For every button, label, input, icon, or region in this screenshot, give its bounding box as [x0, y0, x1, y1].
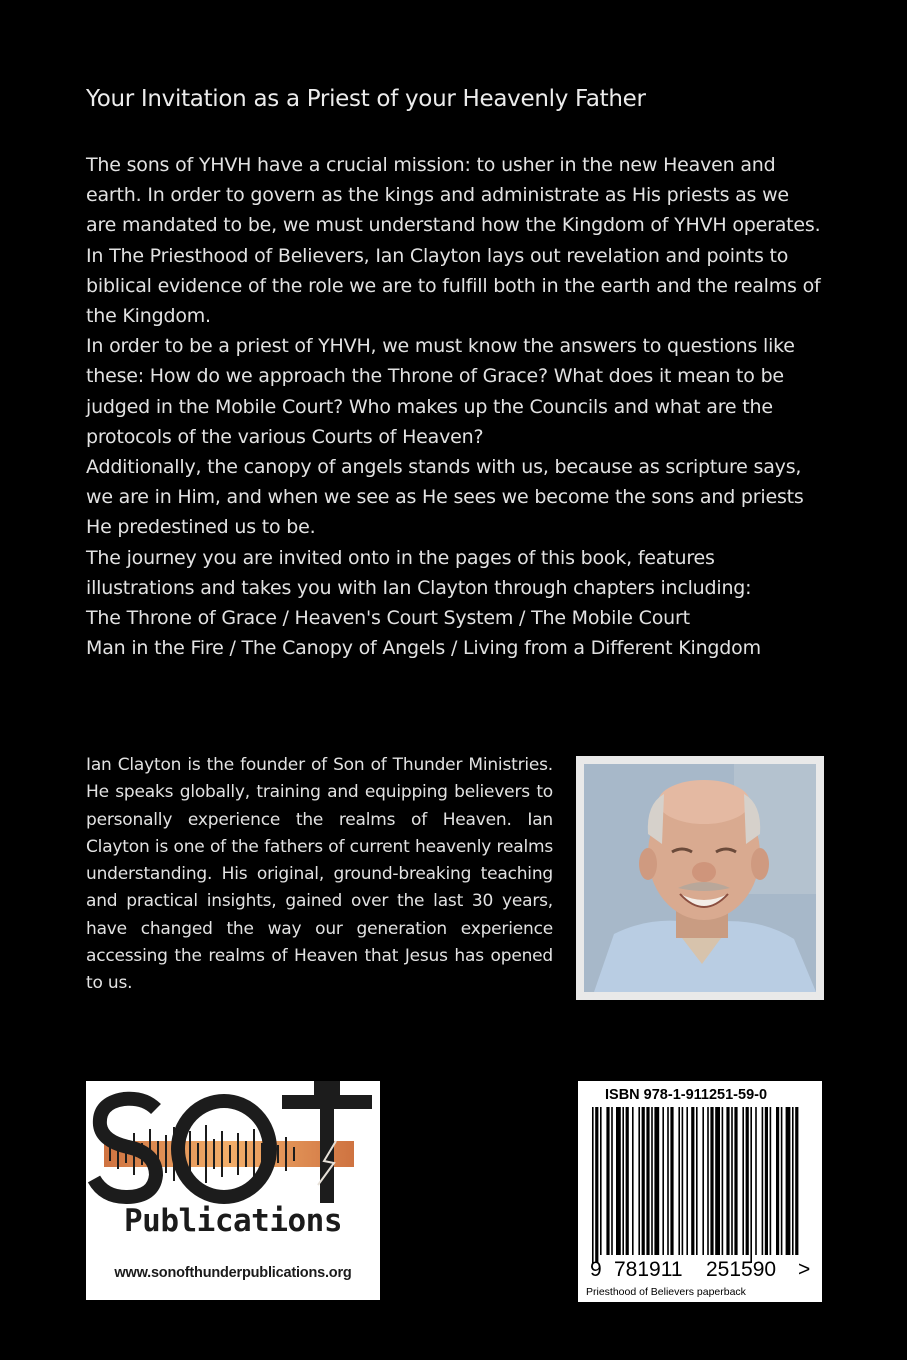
- barcode-digits-right: 251590: [706, 1258, 777, 1281]
- back-cover-heading: Your Invitation as a Priest of your Heavenly Father: [86, 86, 646, 112]
- barcode-bar: [622, 1107, 624, 1255]
- barcode-caption: Priesthood of Believers paperback: [586, 1286, 746, 1298]
- barcode-bar: [611, 1107, 613, 1255]
- isbn-barcode: [578, 1081, 822, 1302]
- sot-logo-icon: [86, 1081, 380, 1211]
- chapter-list-line: The Throne of Grace / Heaven's Court System / The Mobile Court: [86, 607, 690, 630]
- barcode-bar: [638, 1107, 640, 1255]
- barcode-bar: [600, 1107, 602, 1255]
- barcode-bar: [770, 1107, 772, 1255]
- barcode-bar: [715, 1107, 720, 1255]
- description-paragraph: In order to be a priest of YHVH, we must know the answers to questions like these: How do we approach the Throne of Grace? What does it mean to be judged in the Mobile Court? Who makes up the Councils and what are the protocols of the various Courts of Heaven?: [86, 335, 795, 448]
- author-portrait-icon: [584, 764, 816, 992]
- barcode-bar: [626, 1107, 629, 1255]
- barcode-bar: [654, 1107, 659, 1255]
- barcode-bar: [750, 1107, 752, 1263]
- author-bio: Ian Clayton is the founder of Son of Thunder Ministries. He speaks globally, training and equipping believers to personally experience the realms of Heaven. Ian Clayton is one of the fathers of current heavenly realms understanding. His original, ground-breaking teaching and practical insights, gained over the last 30 years, have changed the way our generation experience accessing the realms of Heaven that Jesus has opened to us.: [86, 755, 553, 994]
- publisher-url: www.sonofthunderpublications.org: [114, 1265, 352, 1281]
- description-paragraph: The journey you are invited onto in the pages of this book, features illustrations and takes you with Ian Clayton through chapters including:: [86, 546, 752, 599]
- barcode-bar: [710, 1107, 713, 1255]
- publisher-logo: [86, 1081, 380, 1300]
- barcode-digit-first: 9: [590, 1258, 602, 1281]
- barcode-bar: [742, 1107, 744, 1255]
- chapter-list-line: Man in the Fire / The Canopy of Angels / Living from a Different Kingdom: [86, 637, 761, 660]
- barcode-bar: [606, 1107, 609, 1255]
- barcode-bar: [734, 1107, 737, 1255]
- barcode-bar: [686, 1107, 688, 1255]
- barcode-bar: [792, 1107, 794, 1255]
- barcode-bar: [662, 1107, 664, 1255]
- barcode-bar: [595, 1107, 598, 1263]
- barcode-icon: [588, 1107, 808, 1263]
- barcode-bar: [765, 1107, 768, 1255]
- barcode-bar: [632, 1107, 634, 1255]
- barcode-bar: [696, 1107, 698, 1255]
- barcode-digits-left: 781911: [614, 1258, 683, 1281]
- barcode-bar: [795, 1107, 798, 1255]
- description-paragraph: The sons of YHVH have a crucial mission: to usher in the new Heaven and earth. In order to govern as the kings and administrate as His priests as we are mandated to be, we must understand how the Kingdom of YHVH operates. In The Priesthood of Believers, Ian Clayton lays out revelation and points to biblical evidence of the role we are to fulfill both in the earth and the realms of the Kingdom.: [86, 154, 821, 328]
- barcode-bar: [667, 1107, 669, 1255]
- barcode-bar: [762, 1107, 764, 1255]
- barcode-arrow: >: [798, 1258, 811, 1281]
- barcode-bar: [731, 1107, 733, 1255]
- description-paragraph: Additionally, the canopy of angels stands with us, because as scripture says, we are in Him, and when we see as He sees we become the sons and priests He predestined us to be.: [86, 456, 804, 539]
- barcode-bar: [776, 1107, 779, 1255]
- barcode-bar: [642, 1107, 645, 1255]
- barcode-bar: [682, 1107, 684, 1255]
- barcode-bar: [592, 1107, 594, 1263]
- isbn-number: ISBN 978-1-911251-59-0: [605, 1087, 768, 1103]
- barcode-bar: [707, 1107, 709, 1255]
- barcode-bar: [646, 1107, 649, 1255]
- barcode-bar: [616, 1107, 621, 1255]
- barcode-bar: [786, 1107, 791, 1255]
- barcode-bar: [781, 1107, 783, 1255]
- book-description: [86, 150, 824, 663]
- barcode-bar: [755, 1107, 757, 1255]
- barcode-bar: [726, 1107, 729, 1255]
- barcode-bar: [722, 1107, 724, 1255]
- barcode-bar: [678, 1107, 680, 1255]
- barcode-bar: [691, 1107, 694, 1255]
- barcode-bar: [746, 1107, 749, 1255]
- author-photo-frame: [576, 756, 824, 1000]
- barcode-bar: [702, 1107, 704, 1255]
- publisher-name: Publications: [124, 1203, 342, 1239]
- barcode-bar: [670, 1107, 673, 1255]
- barcode-bar: [651, 1107, 653, 1255]
